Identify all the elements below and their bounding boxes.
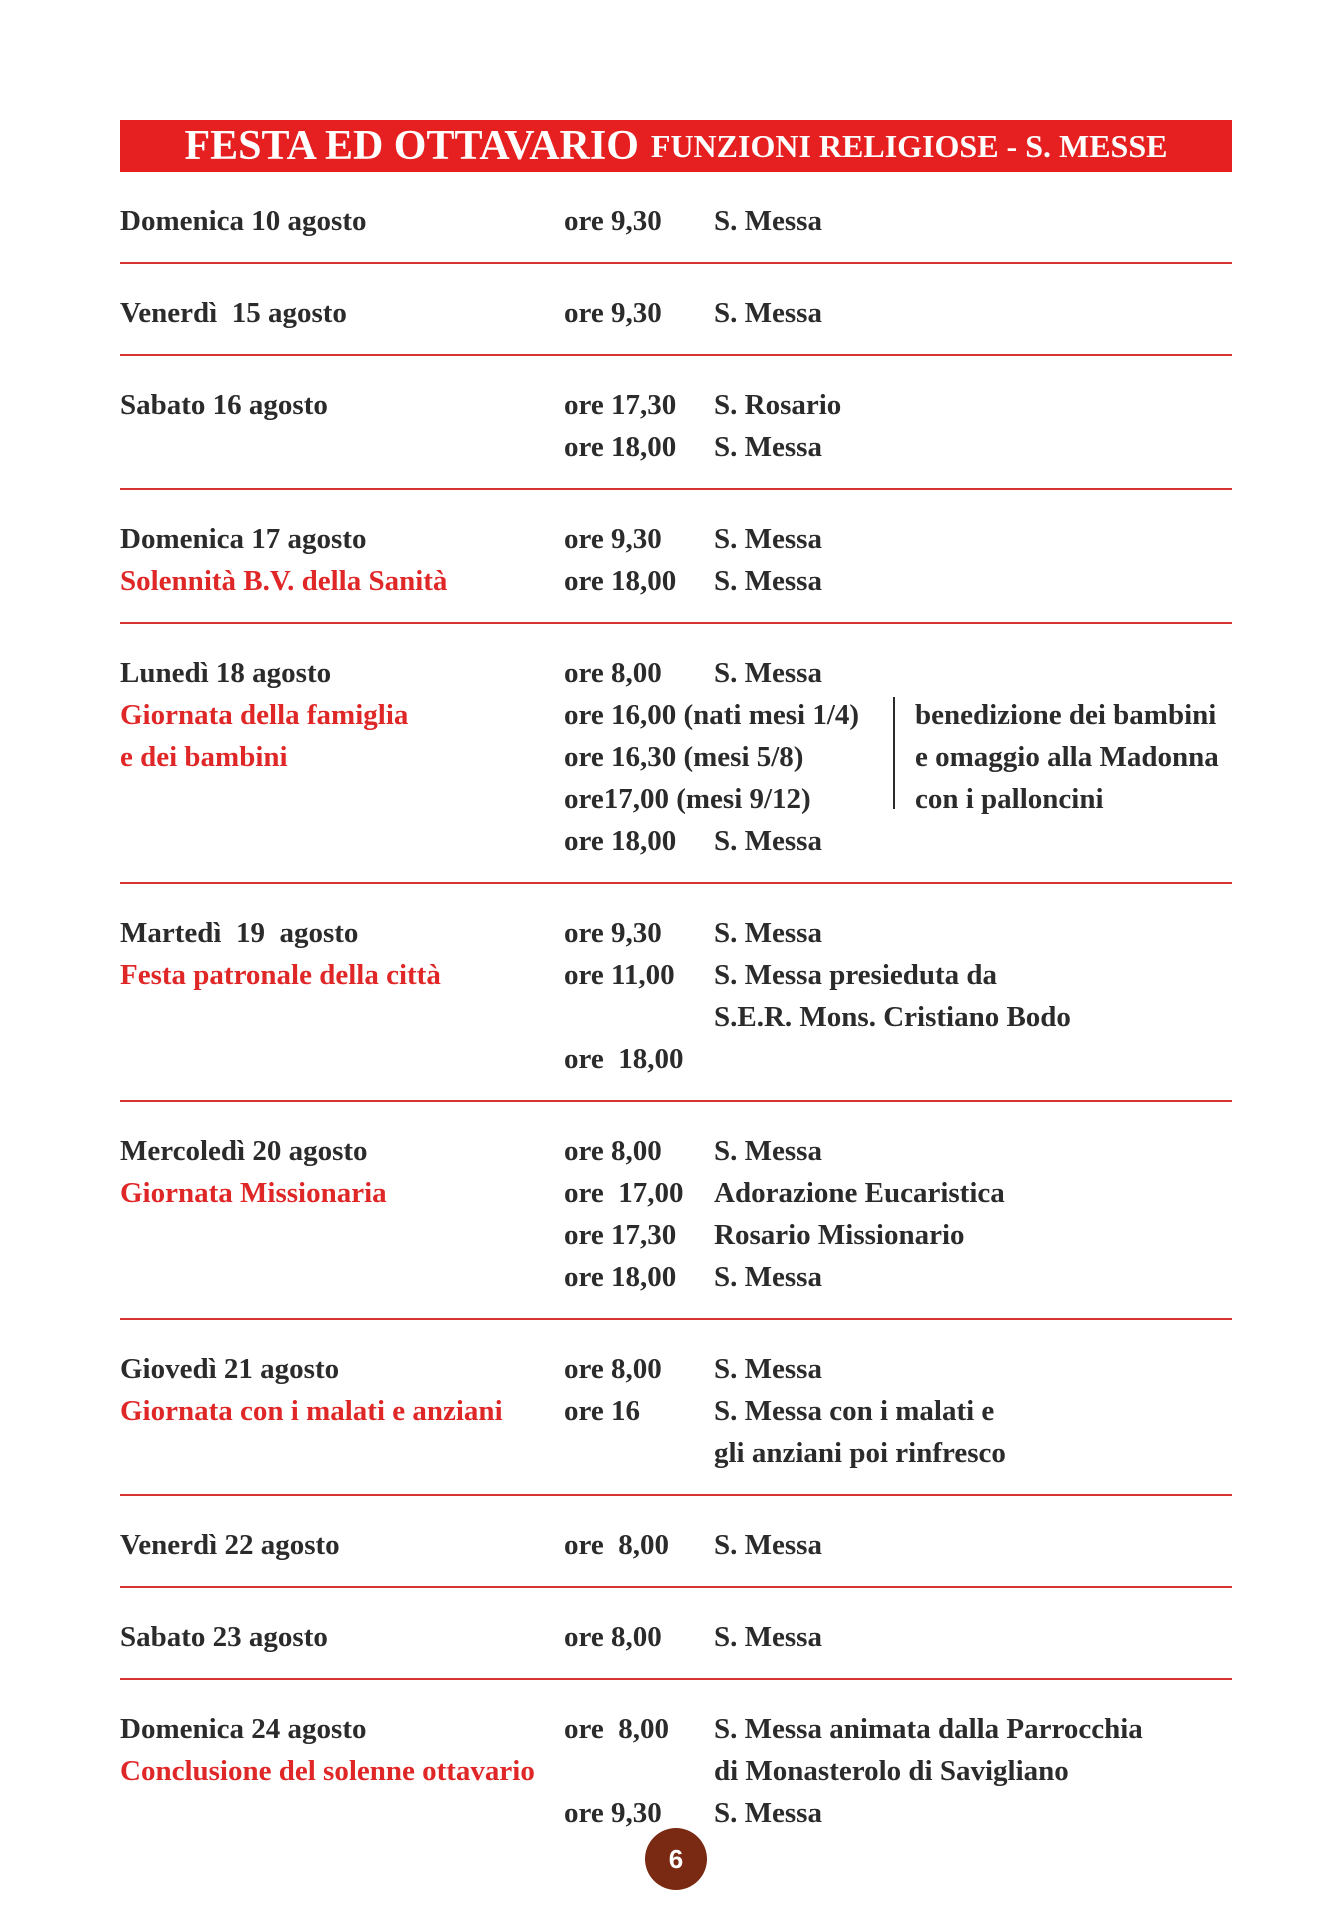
- time: ore 17,00: [564, 1176, 684, 1209]
- time: ore 9,30: [564, 916, 662, 949]
- day-label: Domenica 24 agosto: [120, 1712, 367, 1745]
- schedule-row: [120, 624, 1232, 884]
- time: ore 18,00: [564, 564, 677, 597]
- event: S. Messa: [714, 296, 822, 329]
- time: ore 8,00: [564, 1712, 669, 1745]
- event: S. Messa: [714, 1134, 822, 1167]
- day-label: Sabato 16 agosto: [120, 388, 328, 421]
- event: S. Messa: [714, 916, 822, 949]
- schedule-row: [120, 1588, 1232, 1680]
- note-line: benedizione dei bambini: [915, 698, 1217, 731]
- time: ore 16,00 (nati mesi 1/4): [564, 698, 860, 731]
- event: S. Messa con i malati e: [714, 1394, 995, 1427]
- time: ore 8,00: [564, 1528, 669, 1561]
- time: ore17,00 (mesi 9/12): [564, 782, 811, 815]
- note-line: con i palloncini: [915, 782, 1104, 815]
- time: ore 8,00: [564, 656, 662, 689]
- event: S. Messa: [714, 564, 822, 597]
- event: Adorazione Eucaristica: [714, 1176, 1005, 1209]
- page-number-badge: 6: [645, 1828, 707, 1890]
- day-subtitle: Giornata della famiglia: [120, 698, 409, 731]
- day-label: Domenica 10 agosto: [120, 204, 367, 237]
- schedule-row: [120, 172, 1232, 264]
- event: Rosario Missionario: [714, 1218, 965, 1251]
- event: S. Messa: [714, 1352, 822, 1385]
- time: ore 9,30: [564, 204, 662, 237]
- page-header: [120, 120, 1232, 172]
- schedule-row: [120, 884, 1232, 1102]
- day-label: Mercoledì 20 agosto: [120, 1134, 368, 1167]
- event: S. Messa: [714, 824, 822, 857]
- event: S.E.R. Mons. Cristiano Bodo: [714, 1000, 1071, 1033]
- time: ore 9,30: [564, 296, 662, 329]
- event: S. Messa: [714, 430, 822, 463]
- day-subtitle: Conclusione del solenne ottavario: [120, 1754, 535, 1787]
- day-label: Sabato 23 agosto: [120, 1620, 328, 1653]
- day-label: Venerdì 15 agosto: [120, 296, 347, 329]
- event: S. Messa: [714, 656, 822, 689]
- schedule-row: [120, 356, 1232, 490]
- day-subtitle: Solennità B.V. della Sanità: [120, 564, 448, 597]
- time: ore 8,00: [564, 1352, 662, 1385]
- time: ore 17,30: [564, 388, 677, 421]
- day-subtitle: Giornata Missionaria: [120, 1176, 387, 1209]
- day-label: Martedì 19 agosto: [120, 916, 359, 949]
- event: S. Messa animata dalla Parrocchia: [714, 1712, 1143, 1745]
- time: ore 18,00: [564, 824, 677, 857]
- schedule-row: [120, 1496, 1232, 1588]
- day-label: Lunedì 18 agosto: [120, 656, 332, 689]
- time: ore 8,00: [564, 1620, 662, 1653]
- schedule-row: [120, 1320, 1232, 1496]
- event: S. Messa: [714, 1260, 822, 1293]
- schedule-page: [120, 120, 1232, 1854]
- time: ore 16: [564, 1394, 640, 1427]
- day-subtitle: Giornata con i malati e anziani: [120, 1394, 503, 1427]
- event: di Monasterolo di Savigliano: [714, 1754, 1069, 1787]
- schedule-row: [120, 1102, 1232, 1320]
- event: S. Messa: [714, 1796, 822, 1829]
- time: ore 9,30: [564, 522, 662, 555]
- event: gli anziani poi rinfresco: [714, 1436, 1006, 1469]
- event: S. Messa: [714, 1620, 822, 1653]
- time: ore 11,00: [564, 958, 675, 991]
- header-subtitle: FUNZIONI RELIGIOSE - S. MESSE: [650, 127, 1168, 164]
- time: ore 17,30: [564, 1218, 677, 1251]
- schedule-row: [120, 264, 1232, 356]
- time: ore 16,30 (mesi 5/8): [564, 740, 804, 773]
- event: S. Messa: [714, 204, 822, 237]
- bracket-note: [915, 694, 1219, 820]
- time: ore 8,00: [564, 1134, 662, 1167]
- event: S. Rosario: [714, 388, 842, 421]
- time: ore 9,30: [564, 1796, 662, 1829]
- time: ore 18,00: [564, 430, 677, 463]
- note-line: e omaggio alla Madonna: [915, 740, 1219, 773]
- header-title: FESTA ED OTTAVARIO: [184, 123, 639, 169]
- day-label: Domenica 17 agosto: [120, 522, 367, 555]
- day-label: Venerdì 22 agosto: [120, 1528, 340, 1561]
- event: S. Messa presieduta da: [714, 958, 998, 991]
- schedule-row: [120, 490, 1232, 624]
- day-subtitle: e dei bambini: [120, 740, 288, 773]
- bracket-divider: [893, 697, 895, 809]
- time: ore 18,00: [564, 1260, 677, 1293]
- day-label: Giovedì 21 agosto: [120, 1352, 340, 1385]
- time: ore 18,00: [564, 1042, 684, 1075]
- event: S. Messa: [714, 1528, 822, 1561]
- day-subtitle: Festa patronale della città: [120, 958, 441, 991]
- event: S. Messa: [714, 522, 822, 555]
